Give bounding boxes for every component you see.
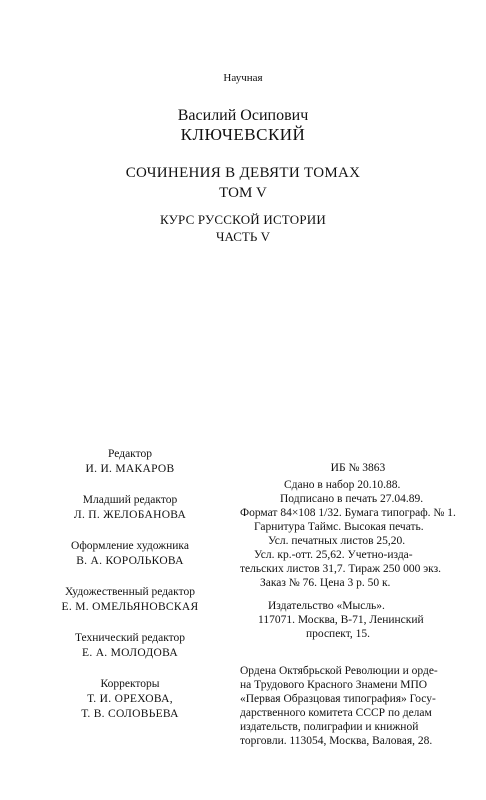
credit-role: Художественный редактор bbox=[65, 586, 195, 598]
ib-number: ИБ № 3863 bbox=[330, 462, 386, 474]
credit-name: И. И. МАКАРОВ bbox=[85, 463, 175, 475]
credit-name: Л. П. ЖЕЛОБАНОВА bbox=[73, 509, 187, 521]
credit-role: Технический редактор bbox=[74, 632, 186, 644]
credit-name: В. А. КОРОЛЬКОВА bbox=[76, 555, 184, 567]
part-number: ЧАСТЬ V bbox=[216, 229, 270, 244]
credit-junior-editor bbox=[30, 493, 230, 523]
imprint-line: Заказ № 76. Цена 3 р. 50 к. bbox=[260, 577, 391, 589]
credit-technical-editor bbox=[30, 631, 230, 661]
credit-proofreaders bbox=[30, 677, 230, 722]
credit-name: Е. А. МОЛОДОВА bbox=[82, 647, 178, 659]
credit-name-second: Т. В. СОЛОВЬЕВА bbox=[81, 708, 179, 720]
printer-line: «Первая Образцовая типография» Госу- bbox=[240, 693, 436, 705]
printer-line: торговли. 113054, Москва, Валовая, 28. bbox=[240, 735, 433, 747]
volume-number: ТОМ V bbox=[219, 185, 267, 201]
imprint-line: Сдано в набор 20.10.88. bbox=[284, 479, 401, 491]
printer-line: на Трудового Красного Знамени МПО bbox=[240, 679, 428, 691]
work-title: СОЧИНЕНИЯ В ДЕВЯТИ ТОМАХ bbox=[125, 165, 361, 181]
print-details bbox=[240, 478, 476, 590]
credit-name: Е. М. ОМЕЛЬЯНОВСКАЯ bbox=[61, 601, 199, 613]
credit-role: Оформление художника bbox=[71, 540, 189, 552]
credits-column bbox=[30, 447, 230, 738]
credit-design bbox=[30, 539, 230, 569]
imprint-line: тельских листов 31,7. Тираж 250 000 экз. bbox=[240, 563, 441, 575]
credit-role: Младший редактор bbox=[82, 494, 178, 506]
imprint-line: Усл. кр.-отт. 25,62. Учетно-изда- bbox=[254, 549, 413, 561]
author-name: Василий Осипович bbox=[177, 107, 309, 124]
publisher-line: Издательство «Мысль». bbox=[268, 600, 385, 612]
credit-role: Редактор bbox=[108, 448, 152, 460]
imprint-line: Усл. печатных листов 25,20. bbox=[268, 535, 406, 547]
printer-line: издательств, полиграфии и книжной bbox=[240, 721, 419, 733]
book-subtitle: КУРС РУССКОЙ ИСТОРИИ bbox=[160, 212, 326, 227]
imprint-line: Подписано в печать 27.04.89. bbox=[280, 493, 424, 505]
publisher-line: 117071. Москва, В-71, Ленинский bbox=[258, 614, 424, 626]
publisher-info bbox=[240, 599, 476, 641]
imprint-line: Гарнитура Таймс. Высокая печать. bbox=[254, 521, 424, 533]
series-label: Научная bbox=[223, 72, 263, 84]
printer-line: дарственного комитета СССР по делам bbox=[240, 707, 432, 719]
credit-name: Т. И. ОРЕХОВА, bbox=[87, 693, 173, 705]
printer-line: Ордена Октябрьской Революции и орде- bbox=[240, 665, 438, 677]
imprint-line: Формат 84×108 1/32. Бумага типограф. № 1. bbox=[240, 507, 456, 519]
author-surname: КЛЮЧЕВСКИЙ bbox=[180, 125, 306, 144]
printer-info bbox=[240, 664, 476, 748]
credit-art-editor bbox=[30, 585, 230, 615]
credit-editor bbox=[30, 447, 230, 477]
publisher-line: проспект, 15. bbox=[306, 628, 371, 640]
credit-role: Корректоры bbox=[100, 678, 160, 690]
